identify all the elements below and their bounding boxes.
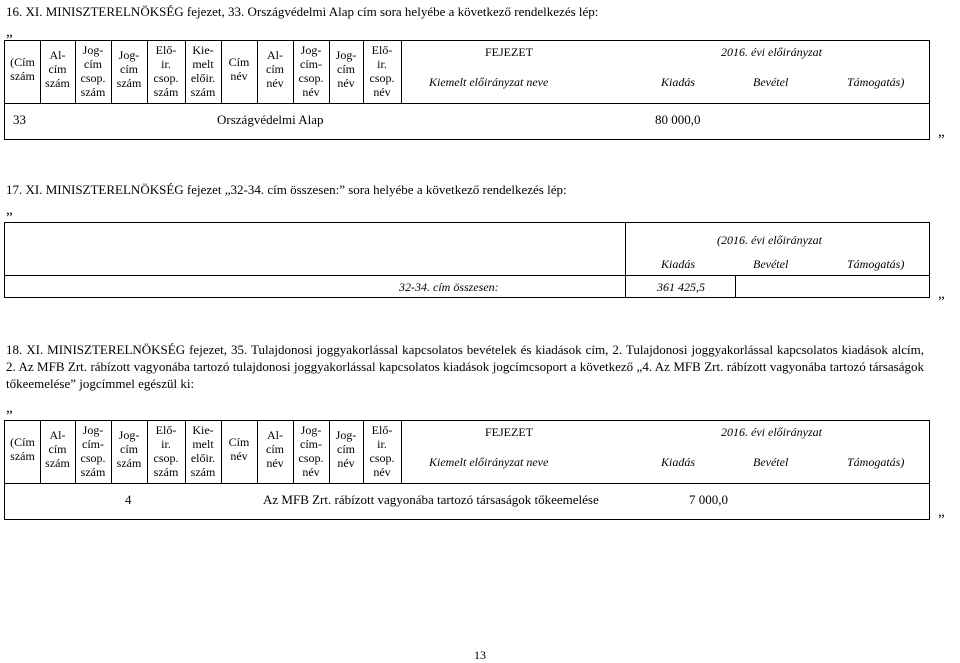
s18-header-eloir-csop-szam: Elő- ir. csop. szám: [153, 423, 179, 479]
page-number: 13: [474, 648, 486, 662]
section-18-close-quote: ”: [938, 512, 945, 528]
s17-total-label: 32-34. cím összesen:: [399, 280, 499, 294]
header-alcim-szam: Al- cím szám: [45, 48, 70, 90]
s18-header-cim-szam: (Cím szám: [10, 435, 35, 463]
s17-header-year: (2016. évi előirányzat: [717, 233, 822, 247]
header-fejezet: FEJEZET: [485, 45, 533, 59]
header-jogcimcsop-szam: Jog- cím csop. szám: [80, 43, 106, 99]
section-18-heading: 18. XI. MINISZTERELNÖKSÉG fejezet, 35. Tulajdonosi joggyakorlással kapcsolatos bevételek és kiadások cím, 2. Tulajdonosi joggyakorlással kapcsolatos kiadások alcím, 2. Az MFB Zrt. rábízott vagyonába tartozó tulajdonosi joggyakorlással kapcsolatos kiadások jogcímcsoport a következő „4. Az MFB Zrt. rábízott vagyonába tartozó társaságok tőkeemelése” jogcímmel egészül ki:: [6, 342, 924, 391]
section-17-close-quote: ”: [938, 294, 945, 310]
s18-header-bevetel: Bevétel: [753, 455, 789, 469]
s18-header-tamogatas: Támogatás): [847, 455, 905, 469]
header-eloir-csop-szam: Elő- ir. csop. szám: [153, 43, 179, 99]
row-kiadas: 80 000,0: [655, 112, 701, 127]
s18-header-jogcimcsop-nev: Jog- cím- csop. név: [298, 423, 324, 479]
s18-header-jogcim-szam: Jog- cím szám: [116, 428, 142, 470]
section-16-open-quote: „: [6, 24, 13, 40]
section-16-heading: 16. XI. MINISZTERELNÖKSÉG fejezet, 33. Országvédelmi Alap cím sora helyébe a következő rendelkezés lép:: [6, 4, 599, 19]
s18-header-jogcim-nev: Jog- cím név: [335, 428, 357, 470]
section-17-open-quote: „: [6, 202, 13, 218]
header-year: 2016. évi előirányzat: [721, 45, 822, 59]
header-tamogatas: Támogatás): [847, 75, 905, 89]
s18-header-year: 2016. évi előirányzat: [721, 425, 822, 439]
s18-header-eloir-csop-nev: Elő- ir. csop. név: [369, 423, 395, 479]
s18-row-kiadas: 7 000,0: [689, 492, 728, 507]
s18-header-jogcimcsop-szam: Jog- cím- csop. szám: [80, 423, 106, 479]
header-eloir-csop-nev: Elő- ir. csop. név: [369, 43, 395, 99]
s18-header-cim-nev: Cím név: [228, 435, 250, 463]
header-kiemelt-neve: Kiemelt előirányzat neve: [429, 75, 549, 89]
s17-header-kiadas: Kiadás: [661, 257, 696, 271]
header-cim-nev: Cím név: [228, 55, 250, 83]
header-bevetel: Bevétel: [753, 75, 789, 89]
s17-total-value: 361 425,5: [657, 280, 705, 294]
s18-header-kiadas: Kiadás: [661, 455, 696, 469]
header-jogcimcsop-nev: Jog- cím- csop. név: [298, 43, 324, 99]
s17-header-tamogatas: Támogatás): [847, 257, 905, 271]
header-jogcim-szam: Jog- cím szám: [116, 48, 142, 90]
row-name: Országvédelmi Alap: [217, 112, 324, 127]
header-alcim-nev: Al- cím név: [266, 48, 284, 90]
s18-header-fejezet: FEJEZET: [485, 425, 533, 439]
header-jogcim-nev: Jog- cím név: [335, 48, 357, 90]
section-17-table: [4, 222, 930, 298]
header-cim-szam: (Cím szám: [10, 55, 35, 83]
s18-row-name: Az MFB Zrt. rábízott vagyonába tartozó társaságok tőkeemelése: [263, 492, 599, 507]
header-kiemelt-eloir-szam: Kie- melt előir. szám: [190, 43, 216, 99]
section-18-open-quote: „: [6, 400, 13, 416]
header-kiadas: Kiadás: [661, 75, 696, 89]
section-16-close-quote: ”: [938, 132, 945, 148]
row-cim-szam: 33: [13, 112, 26, 127]
s17-header-bevetel: Bevétel: [753, 257, 789, 271]
s18-header-alcim-szam: Al- cím szám: [45, 428, 70, 470]
section-16-table: [4, 40, 930, 140]
s18-header-kiemelt-neve: Kiemelt előirányzat neve: [429, 455, 549, 469]
section-17-heading: 17. XI. MINISZTERELNÖKSÉG fejezet „32-34. cím összesen:” sora helyébe a következő rendelkezés lép:: [6, 182, 567, 197]
section-18-table: [4, 420, 930, 520]
s18-row-jogcim-szam: 4: [125, 492, 132, 507]
s18-header-alcim-nev: Al- cím név: [266, 428, 284, 470]
s18-header-kiemelt-eloir-szam: Kie- melt előir. szám: [190, 423, 216, 479]
